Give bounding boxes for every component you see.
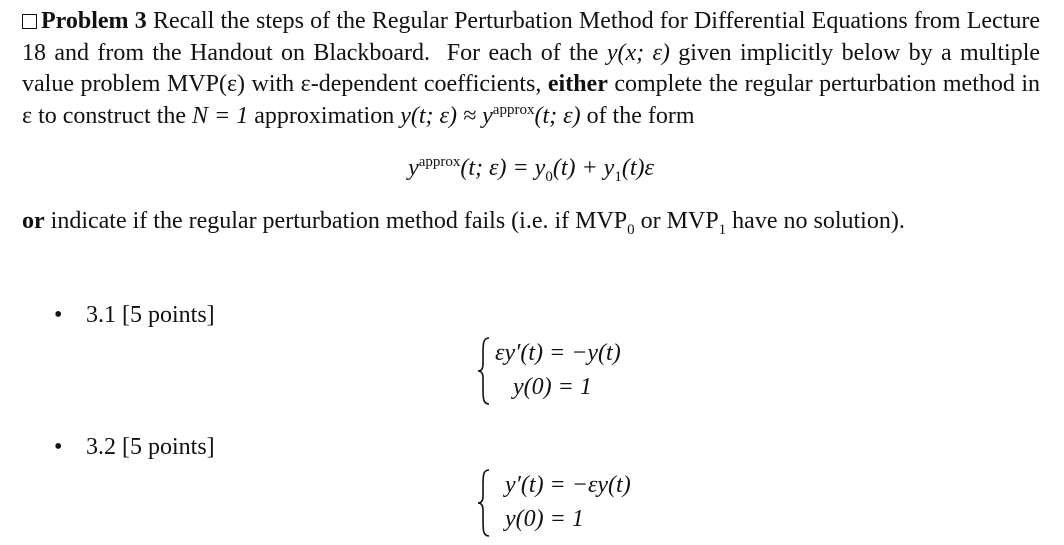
display-sub0: 0 [545, 168, 553, 185]
bullet-icon: • [54, 302, 63, 328]
intro-function: y(x; ε) [606, 39, 670, 66]
intro-text-5: approximation [254, 102, 395, 129]
list-item [22, 430, 1040, 540]
fail-text-3: have no solution). [732, 208, 905, 234]
intro-text-6: of the form [586, 102, 695, 129]
fail-text-2: or MVP [640, 208, 719, 234]
left-brace-icon [477, 468, 491, 538]
or-word: or [22, 208, 45, 234]
left-brace-icon [477, 336, 491, 406]
display-lhs: y [408, 155, 419, 181]
list-item [22, 298, 1040, 408]
problem-title: Problem 3 [41, 8, 147, 34]
equation-line-1: y′(t) = −εy(t) [505, 472, 631, 498]
bullet-icon: • [54, 434, 63, 460]
fail-sub0: 0 [627, 221, 635, 238]
display-sub1: 1 [614, 168, 622, 185]
display-equation [22, 148, 1040, 188]
equation-system [477, 336, 717, 406]
approx-rhs: (t; ε) [534, 102, 581, 129]
display-args: (t; ε) = y [460, 155, 546, 181]
equation-system [477, 468, 717, 538]
fail-text-1: indicate if the regular perturbation method fails (i.e. if MVP [50, 208, 628, 234]
fail-sub1: 1 [718, 221, 727, 238]
approx-lhs-main: y(t; ε) ≈ y [400, 102, 493, 129]
intro-text-4: complete the regular perturbation method in ε to construct the [22, 71, 1041, 129]
problem-statement [22, 6, 1040, 132]
item-label: 3.1 [5 points] [86, 302, 215, 328]
equation-line-2: y(0) = 1 [513, 374, 592, 400]
item-header [22, 298, 1040, 332]
display-sup: approx [418, 154, 461, 170]
failure-statement [22, 206, 1040, 238]
problem-page [22, 6, 1040, 238]
approx-sup: approx [492, 101, 535, 118]
display-mid: (t) + y [552, 155, 615, 181]
intro-text-1: Recall the steps of the Regular Perturbation Method for Differential Equations from Lecture 18 and from the Handout on Blackboard. [22, 8, 1040, 66]
equation-line-1: εy′(t) = −y(t) [495, 340, 621, 366]
equation-line-2: y(0) = 1 [505, 506, 584, 532]
display-end: (t)ε [621, 155, 654, 181]
intro-text-2: For each of the [446, 39, 599, 66]
approx-lhs [400, 103, 580, 129]
problem-checkbox[interactable] [22, 14, 37, 29]
item-header [22, 430, 1040, 464]
n-expression: N = 1 [192, 102, 249, 129]
item-label: 3.2 [5 points] [86, 434, 215, 460]
either-word: either [547, 71, 608, 97]
intro-text-3: given implicitly below by a multiple value problem MVP(ε) with ε-dependent coefficients, [22, 39, 1041, 97]
